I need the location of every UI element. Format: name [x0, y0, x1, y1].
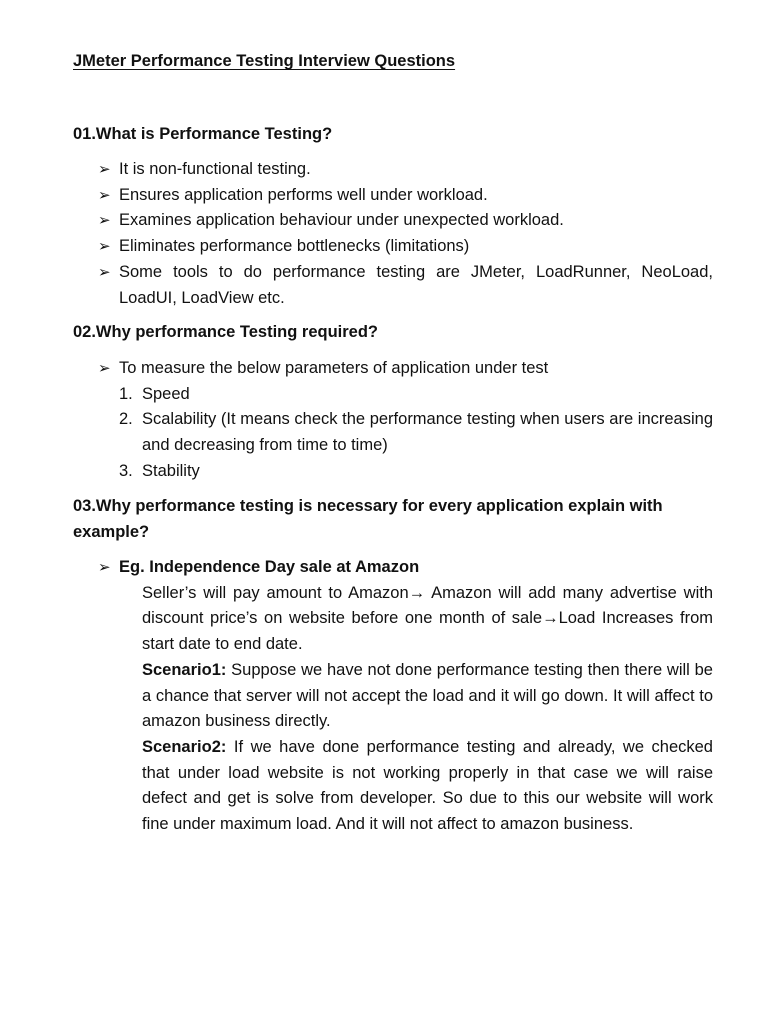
parameter-list — [119, 382, 713, 485]
list-item: ➢ Examines application behaviour under unexpected workload. — [98, 208, 713, 234]
arrow-bullet-icon: ➢ — [98, 559, 111, 576]
arrow-bullet-icon: ➢ — [98, 212, 111, 230]
list-item: ➢ To measure the below parameters of application under test 1. Speed 2. Scalability (It means check the performance testing when users are increasing and decreasing from time to time) 3. Stability — [98, 356, 713, 485]
document-title: JMeter Performance Testing Interview Questions — [73, 52, 456, 70]
question-1-heading: 01.What is Performance Testing? — [73, 125, 333, 143]
list-item: ➢ It is non-functional testing. — [98, 157, 713, 183]
numbered-item: 2. Scalability (It means check the performance testing when users are increasing and decreasing from time to time) — [119, 410, 713, 455]
question-3-bullets — [98, 555, 713, 838]
question-3-heading: 03.Why performance testing is necessary for every application explain with example? — [73, 497, 663, 541]
numbered-item: 3. Stability — [119, 461, 200, 480]
list-item: ➢ Eliminates performance bottlenecks (limitations) — [98, 234, 713, 260]
question-1-bullets — [98, 157, 713, 311]
arrow-bullet-icon: ➢ — [98, 238, 111, 256]
scenario-2: Scenario2: If we have done performance testing and already, we checked that under load website is not working properly in that case we will raise defect and get is solve from developer. So due to this our website will work fine under maximum load. And it will not affect to amazon business. — [142, 737, 713, 834]
example-body — [98, 581, 713, 838]
arrow-bullet-icon: ➢ — [98, 186, 111, 204]
arrow-bullet-icon: ➢ — [98, 263, 111, 281]
question-2-heading: 02.Why performance Testing required? — [73, 323, 379, 341]
numbered-item: 1. Speed — [119, 384, 190, 403]
list-item — [98, 555, 713, 581]
arrow-bullet-icon: ➢ — [98, 360, 111, 377]
example-paragraphs — [119, 581, 713, 838]
list-item: ➢ Ensures application performs well under workload. — [98, 183, 713, 209]
arrow-bullet-icon: ➢ — [98, 161, 111, 178]
example-intro: Seller’s will pay amount to Amazon→ Amazon will add many advertise with discount price’s on website before one month of sale→Load Increases from start date to end date. — [142, 583, 713, 654]
list-item: ➢ Some tools to do performance testing are JMeter, LoadRunner, NeoLoad, LoadUI, LoadView etc. — [98, 260, 713, 311]
scenario-1: Scenario1: Suppose we have not done performance testing then there will be a chance that server will not accept the load and it will go down. It will affect to amazon business directly. — [142, 660, 713, 731]
example-title: Eg. Independence Day sale at Amazon — [119, 558, 420, 576]
question-2-bullets — [98, 356, 713, 485]
